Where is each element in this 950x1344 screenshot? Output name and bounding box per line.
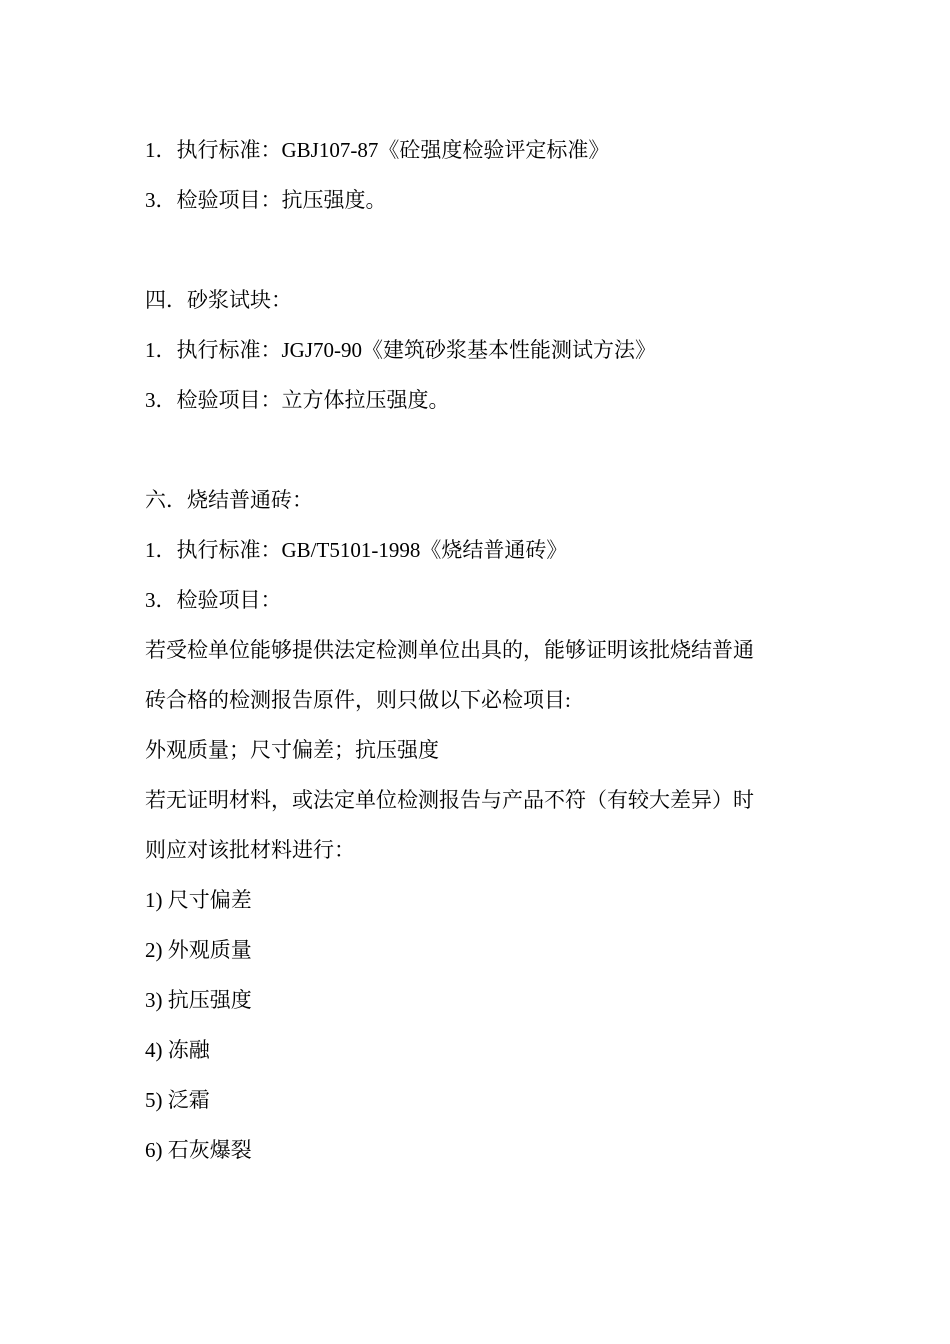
brick-condition-line-1: 若受检单位能够提供法定检测单位出具的，能够证明该批烧结普通: [145, 638, 754, 662]
mortar-test-items-line: 3．检验项目：立方体拉压强度。: [145, 388, 450, 412]
brick-required-items-line: 外观质量；尺寸偏差；抗压强度: [145, 738, 439, 762]
brick-heading: 六．烧结普通砖：: [145, 488, 313, 512]
document-body: [145, 125, 825, 1175]
list-item: 5) 泛霜: [145, 1088, 210, 1112]
list-item: 4) 冻融: [145, 1038, 210, 1062]
brick-alt-condition-line-2: 则应对该批材料进行：: [145, 838, 355, 862]
mortar-standard-line: 1．执行标准：JGJ70-90《建筑砂浆基本性能测试方法》: [145, 338, 657, 362]
brick-standard-line: 1．执行标准：GB/T5101-1998《烧结普通砖》: [145, 538, 568, 562]
concrete-test-items-line: 3．检验项目：抗压强度。: [145, 188, 387, 212]
mortar-heading: 四．砂浆试块：: [145, 288, 292, 312]
concrete-standard-line: 1．执行标准：GBJ107-87《砼强度检验评定标准》: [145, 138, 610, 162]
list-item: 1) 尺寸偏差: [145, 888, 252, 912]
brick-section: [145, 475, 825, 1175]
mortar-section: [145, 275, 825, 425]
section-spacer: [145, 225, 825, 275]
list-item: 3) 抗压强度: [145, 988, 252, 1012]
list-item: 2) 外观质量: [145, 938, 252, 962]
list-item: 6) 石灰爆裂: [145, 1138, 252, 1162]
brick-test-items-line: 3．检验项目：: [145, 588, 282, 612]
brick-condition-line-2: 砖合格的检测报告原件，则只做以下必检项目:: [145, 688, 571, 712]
brick-alt-condition-line-1: 若无证明材料，或法定单位检测报告与产品不符（有较大差异）时: [145, 788, 754, 812]
section-spacer: [145, 425, 825, 475]
concrete-section: [145, 125, 825, 225]
